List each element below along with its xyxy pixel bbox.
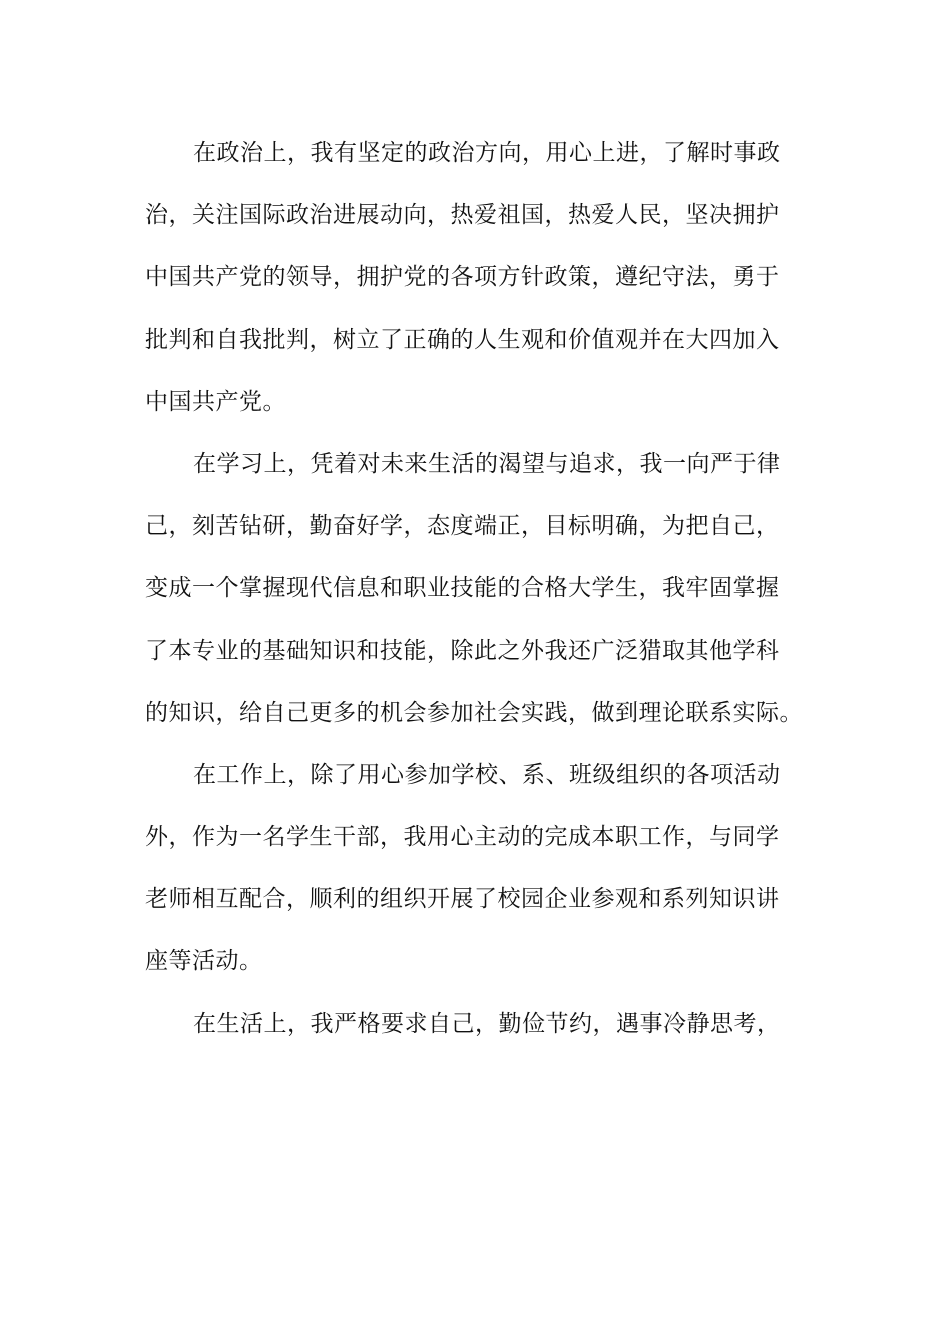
paragraph-study-line-3: 变成一个掌握现代信息和职业技能的合格大学生，我牢固掌握 — [145, 575, 780, 602]
paragraph-study-line-4: 了本专业的基础知识和技能，除此之外我还广泛猎取其他学科 — [145, 637, 780, 664]
document-body — [145, 122, 807, 1055]
paragraph-politics-line-4: 批判和自我批判，树立了正确的人生观和价值观并在大四加入 — [145, 326, 780, 353]
paragraph-work-line-3: 老师相互配合，顺利的组织开展了校园企业参观和系列知识讲 — [145, 886, 780, 913]
paragraph-work-line-1: 在工作上，除了用心参加学校、系、班级组织的各项活动 — [193, 761, 781, 788]
paragraph-politics-line-3: 中国共产党的领导，拥护党的各项方针政策，遵纪守法，勇于 — [145, 264, 780, 291]
paragraph-politics-line-1: 在政治上，我有坚定的政治方向，用心上进，了解时事政 — [193, 140, 781, 166]
paragraph-life-line-1: 在生活上，我严格要求自己，勤俭节约，遇事冷静思考， — [193, 1010, 781, 1037]
paragraph-politics-line-5: 中国共产党。 — [145, 388, 286, 415]
paragraph-study-line-5: 的知识，给自己更多的机会参加社会实践，做到理论联系实际。 — [145, 699, 803, 726]
paragraph-work-line-2: 外，作为一名学生干部，我用心主动的完成本职工作，与同学 — [145, 824, 780, 851]
paragraph-politics-line-2: 治，关注国际政治进展动向，热爱祖国，热爱人民，坚决拥护 — [145, 202, 780, 229]
paragraph-study-line-1: 在学习上，凭着对未来生活的渴望与追求，我一向严于律 — [193, 450, 781, 477]
paragraph-study-line-2: 己，刻苦钻研，勤奋好学，态度端正，目标明确，为把自己， — [145, 513, 780, 540]
paragraph-work-line-4: 座等活动。 — [145, 948, 263, 975]
